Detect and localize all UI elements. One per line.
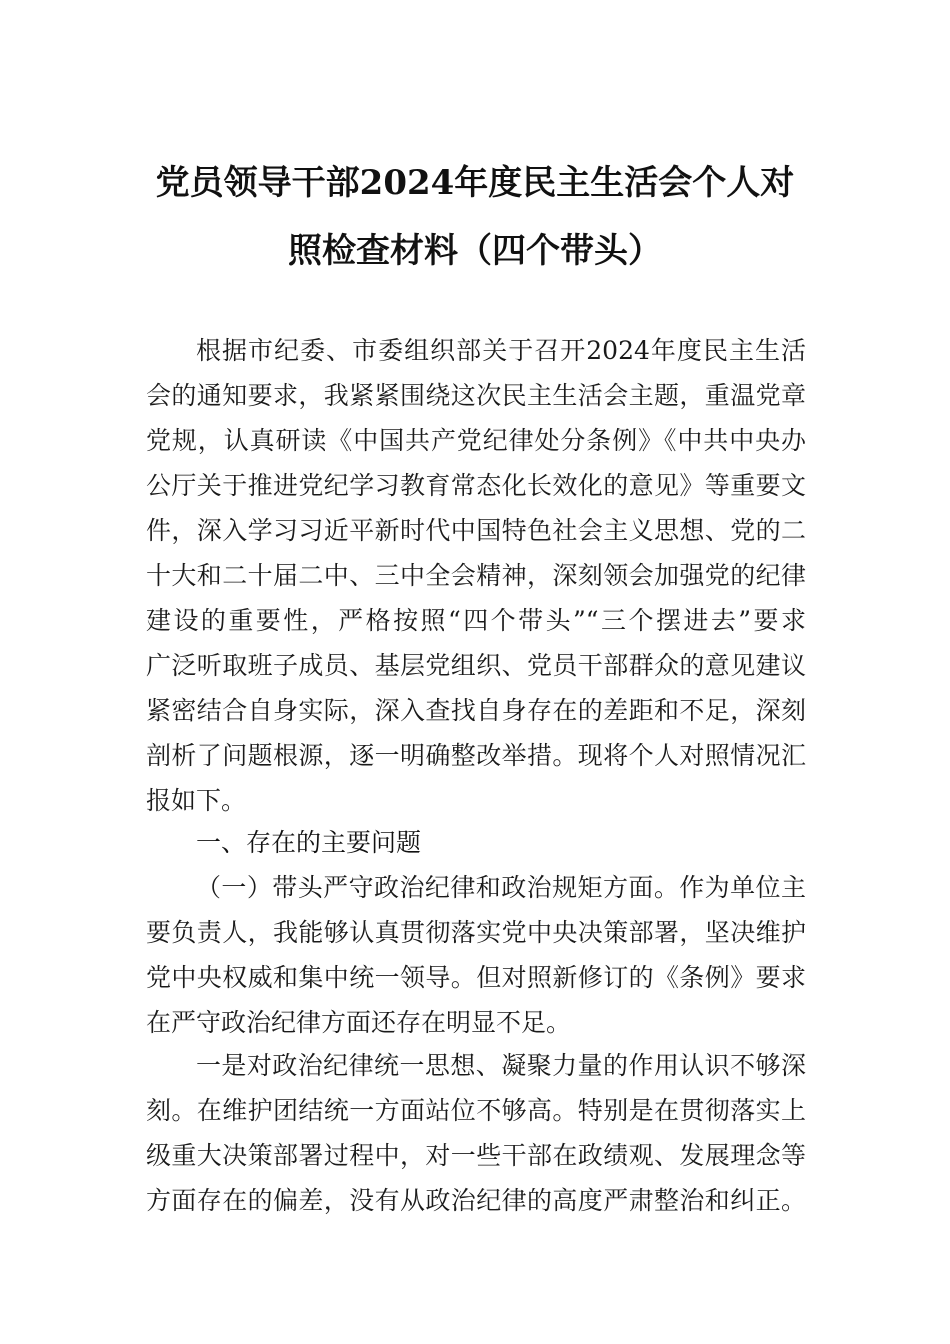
intro-paragraph-line: 件，深入学习习近平新时代中国特色社会主义思想、党的二	[146, 516, 806, 545]
point-paragraph-line: 方面存在的偏差，没有从政治纪律的高度严肃整治和纠正。	[146, 1186, 806, 1215]
document-title-line-1: 党员领导干部2024年度民主生活会个人对	[155, 163, 795, 203]
point-paragraph-line: 级重大决策部署过程中，对一些干部在政绩观、发展理念等	[146, 1141, 806, 1170]
subsection-paragraph-line: （一）带头严守政治纪律和政治规矩方面。作为单位主	[196, 873, 806, 902]
document-title-line-2: 照检查材料（四个带头）	[288, 231, 662, 271]
intro-paragraph-line: 建设的重要性，严格按照“四个带头”“三个摆进去”要求	[146, 606, 806, 635]
intro-paragraph-line: 党规，认真研读《中国共产党纪律处分条例》《中共中央办	[146, 426, 806, 455]
subsection-paragraph-line: 在严守政治纪律方面还存在明显不足。	[146, 1008, 572, 1037]
intro-paragraph-line: 十大和二十届二中、三中全会精神，深刻领会加强党的纪律	[146, 561, 806, 590]
intro-paragraph-line: 会的通知要求，我紧紧围绕这次民主生活会主题，重温党章	[146, 381, 806, 410]
intro-paragraph-line: 报如下。	[146, 786, 247, 815]
point-paragraph-line: 一是对政治纪律统一思想、凝聚力量的作用认识不够深	[196, 1051, 806, 1080]
section-heading: 一、存在的主要问题	[196, 828, 422, 857]
intro-paragraph-line: 剖析了问题根源，逐一明确整改举措。现将个人对照情况汇	[146, 741, 806, 770]
subsection-paragraph-line: 党中央权威和集中统一领导。但对照新修订的《条例》要求	[146, 963, 806, 992]
intro-paragraph-line: 公厅关于推进党纪学习教育常态化长效化的意见》等重要文	[146, 471, 806, 500]
intro-paragraph-line: 紧密结合自身实际，深入查找自身存在的差距和不足，深刻	[146, 696, 806, 725]
subsection-paragraph-line: 要负责人，我能够认真贯彻落实党中央决策部署，坚决维护	[146, 918, 806, 947]
intro-paragraph-line: 根据市纪委、市委组织部关于召开2024年度民主生活	[196, 336, 806, 365]
intro-paragraph-line: 广泛听取班子成员、基层党组织、党员干部群众的意见建议	[146, 651, 806, 680]
point-paragraph-line: 刻。在维护团结统一方面站位不够高。特别是在贯彻落实上	[146, 1096, 806, 1125]
